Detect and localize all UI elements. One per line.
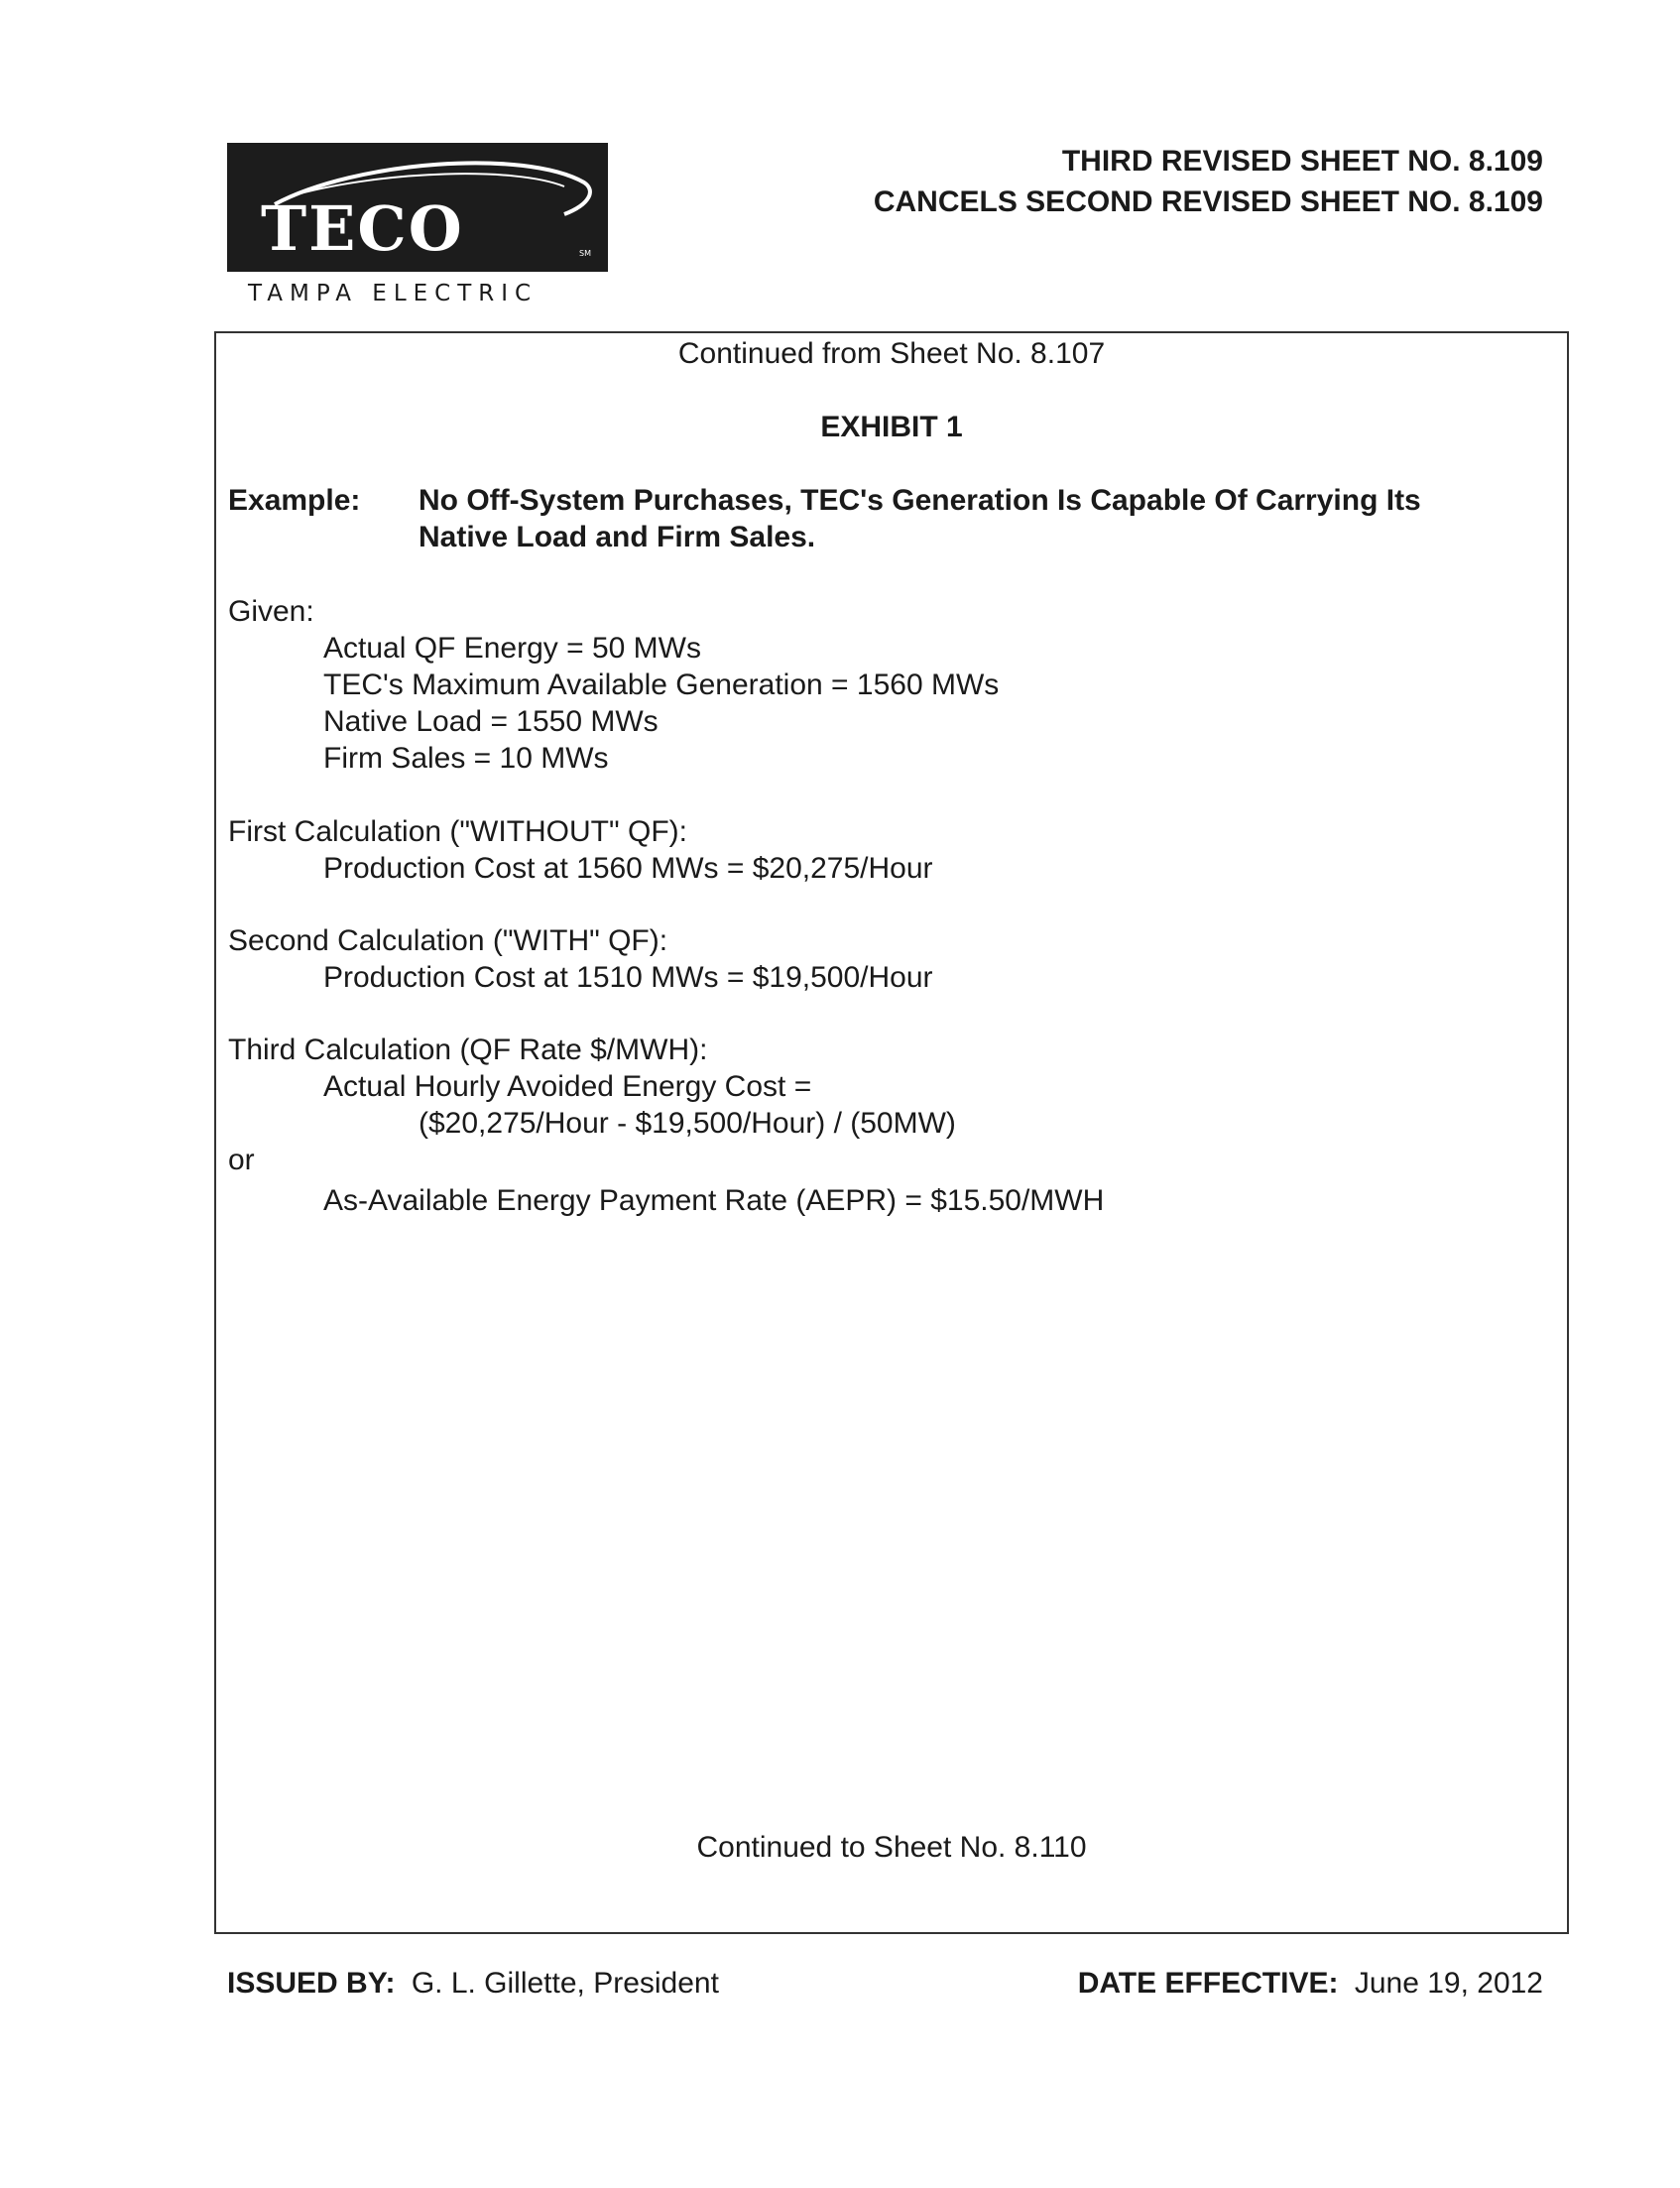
sheet-revision: THIRD REVISED SHEET NO. 8.109 (1061, 145, 1543, 178)
issued-by (227, 1967, 719, 2001)
example-text-line2: Native Load and Firm Sales. (419, 521, 816, 553)
tariff-content-frame (214, 331, 1569, 1934)
given-item: Firm Sales = 10 MWs (323, 742, 609, 775)
exhibit-title: EXHIBIT 1 (820, 411, 963, 443)
company-name: TAMPA ELECTRIC (248, 281, 539, 306)
teco-logo-text: TECO (261, 192, 464, 265)
service-mark: SM (579, 249, 591, 258)
third-calculation-line2: ($20,275/Hour - $19,500/Hour) / (50MW) (419, 1107, 956, 1140)
given-item: Actual QF Energy = 50 MWs (323, 632, 701, 665)
or-label: or (228, 1144, 255, 1176)
continued-to: Continued to Sheet No. 8.110 (696, 1831, 1087, 1864)
given-item: TEC's Maximum Available Generation = 1560 MWs (323, 669, 1000, 701)
third-calculation-line1: Actual Hourly Avoided Energy Cost = (323, 1070, 812, 1103)
given-label: Given: (228, 595, 314, 628)
third-calculation-label: Third Calculation (QF Rate $/MWH): (228, 1033, 708, 1066)
sheet-number-header (874, 141, 1543, 222)
first-calculation-label: First Calculation ("WITHOUT" QF): (228, 815, 687, 848)
continued-from: Continued from Sheet No. 8.107 (677, 337, 1106, 370)
teco-logo-mark (227, 143, 608, 272)
sheet-cancels: CANCELS SECOND REVISED SHEET NO. 8.109 (873, 185, 1543, 218)
given-item: Native Load = 1550 MWs (323, 705, 659, 738)
issued-by-value: G. L. Gillette, President (411, 1967, 719, 2000)
aepr-line: As-Available Energy Payment Rate (AEPR) = $15.50/MWH (323, 1184, 1105, 1217)
issued-by-label: ISSUED BY: (227, 1967, 396, 2000)
date-effective-value: June 19, 2012 (1354, 1967, 1543, 2000)
teco-logo (227, 143, 608, 272)
date-effective-label: DATE EFFECTIVE: (1077, 1967, 1339, 2000)
example-label: Example: (228, 484, 361, 517)
second-calculation-label: Second Calculation ("WITH" QF): (228, 924, 668, 957)
example-text-line1: No Off-System Purchases, TEC's Generation Is Capable Of Carrying Its (419, 484, 1421, 517)
second-calculation-value: Production Cost at 1510 MWs = $19,500/Hour (323, 961, 933, 994)
date-effective (1078, 1967, 1543, 2001)
first-calculation-value: Production Cost at 1560 MWs = $20,275/Hour (323, 852, 933, 885)
